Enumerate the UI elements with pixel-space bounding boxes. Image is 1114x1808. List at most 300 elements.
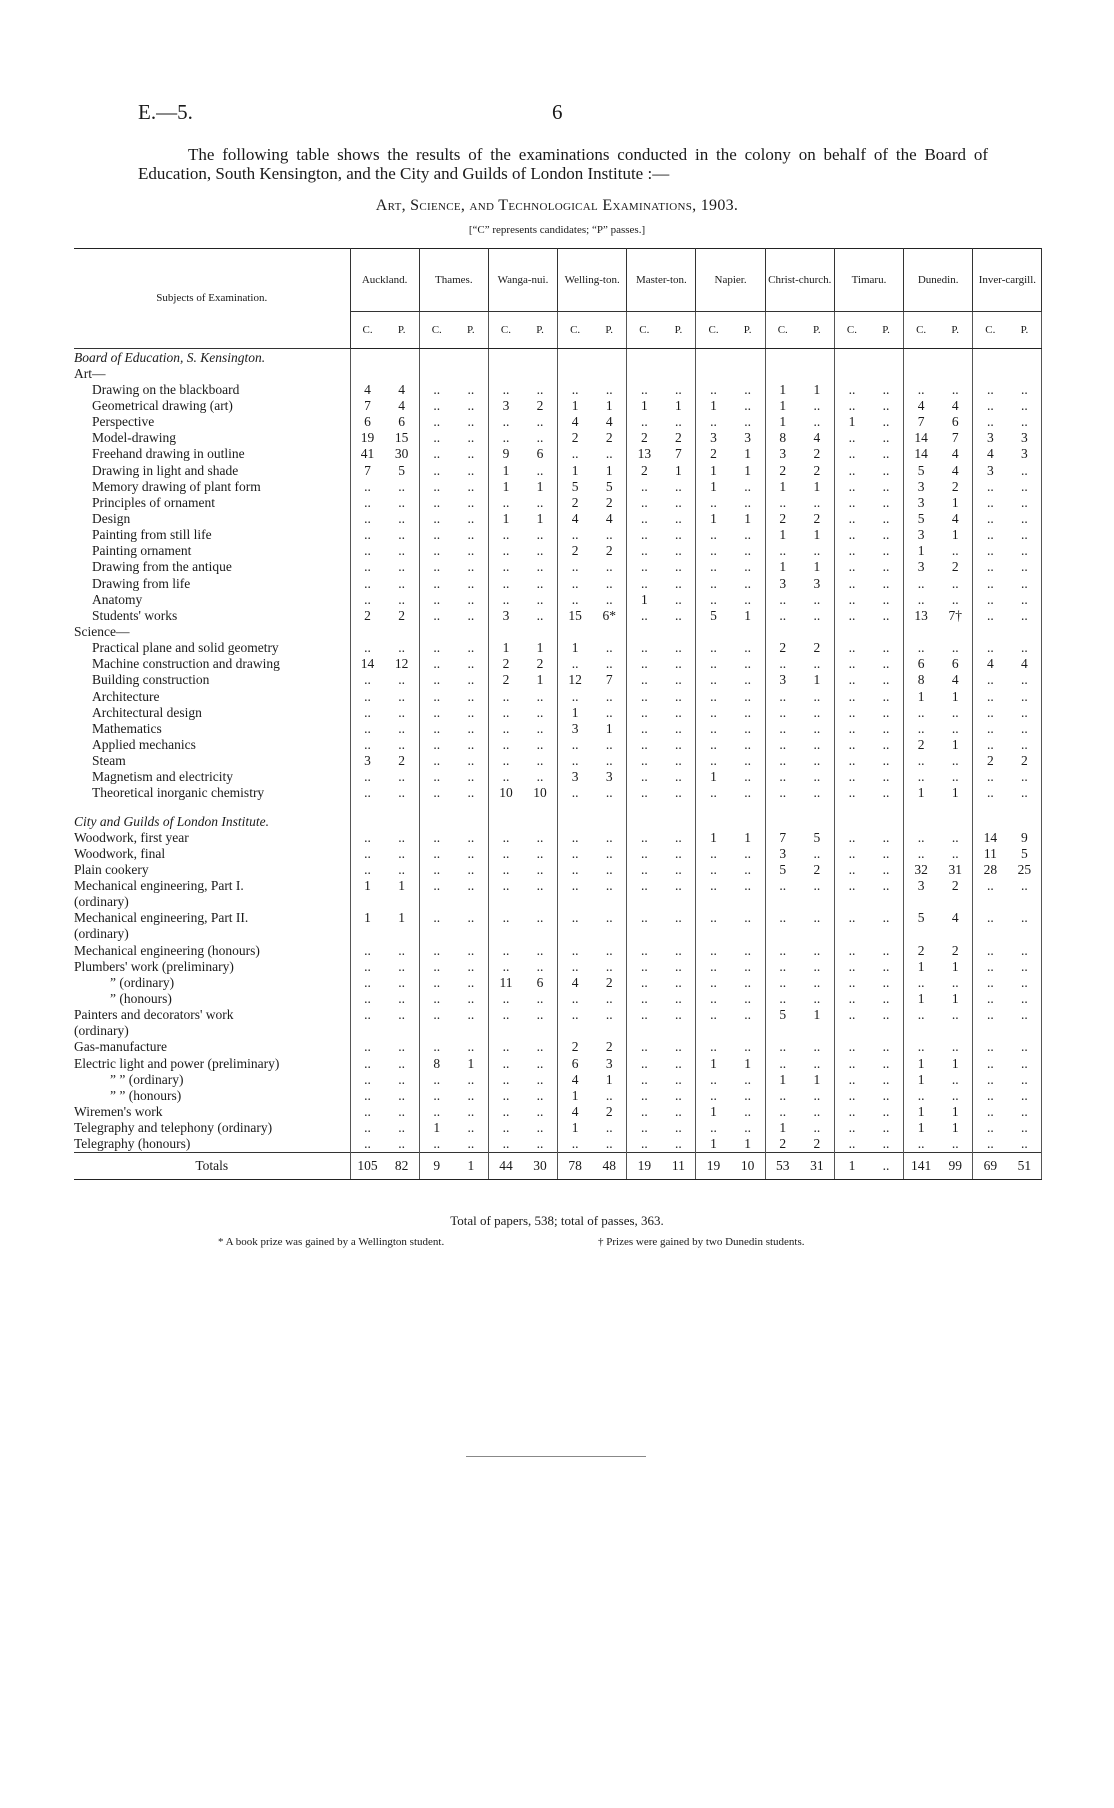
centre-header: Napier. bbox=[696, 249, 765, 312]
candidates-cell: .. bbox=[433, 575, 441, 591]
passes-cell bbox=[938, 623, 973, 639]
candidates-cell: 1 bbox=[364, 910, 371, 926]
passes-cell: .. bbox=[869, 720, 904, 736]
candidates-cell: .. bbox=[364, 640, 371, 656]
passes-cell: 2 bbox=[523, 656, 558, 672]
passes-cell bbox=[938, 813, 973, 829]
passes-cell bbox=[869, 926, 904, 942]
candidates-cell: .. bbox=[779, 720, 787, 736]
passes-cell: .. bbox=[454, 478, 489, 494]
subject-label: Anatomy bbox=[74, 591, 350, 607]
candidates-cell: 6 bbox=[364, 414, 371, 430]
passes-cell: .. bbox=[661, 1103, 696, 1119]
passes-cell: .. bbox=[1007, 414, 1042, 430]
candidates-cell bbox=[350, 926, 385, 942]
passes-cell: .. bbox=[1007, 942, 1042, 958]
passes-cell: .. bbox=[869, 478, 904, 494]
candidates-cell: 14 bbox=[983, 829, 998, 845]
passes-cell: .. bbox=[454, 446, 489, 462]
candidates-cell: .. bbox=[986, 958, 994, 974]
passes-cell: .. bbox=[454, 397, 489, 413]
candidates-cell: .. bbox=[502, 1039, 510, 1055]
passes-cell: .. bbox=[869, 494, 904, 510]
candidates-cell: .. bbox=[433, 736, 441, 752]
candidates-cell: .. bbox=[640, 1071, 648, 1087]
candidates-cell: .. bbox=[986, 974, 994, 990]
candidates-cell: .. bbox=[848, 430, 856, 446]
passes-cell: .. bbox=[1007, 397, 1042, 413]
candidates-cell: 3 bbox=[917, 494, 925, 510]
candidates-cell: .. bbox=[710, 559, 717, 575]
passes-cell bbox=[800, 1023, 835, 1039]
candidates-cell: .. bbox=[364, 942, 371, 958]
candidates-cell: .. bbox=[364, 543, 371, 559]
candidates-cell: .. bbox=[710, 785, 717, 801]
passes-cell: .. bbox=[1007, 591, 1042, 607]
passes-subheader: P. bbox=[454, 312, 489, 349]
passes-cell: .. bbox=[661, 1007, 696, 1023]
candidates-cell: .. bbox=[710, 704, 717, 720]
passes-cell: .. bbox=[731, 704, 766, 720]
passes-cell: .. bbox=[869, 785, 904, 801]
candidates-cell: 2 bbox=[779, 510, 787, 526]
candidates-cell: .. bbox=[364, 958, 371, 974]
passes-cell: 1 bbox=[385, 910, 420, 926]
candidates-cell: .. bbox=[433, 478, 441, 494]
candidates-cell: 7 bbox=[364, 462, 371, 478]
passes-cell bbox=[523, 349, 558, 366]
table-row bbox=[74, 1055, 1042, 1071]
total-cell: 78 bbox=[558, 1152, 593, 1179]
candidates-cell: .. bbox=[640, 414, 648, 430]
table-row bbox=[74, 974, 1042, 990]
candidates-cell: 1 bbox=[502, 462, 510, 478]
passes-cell: .. bbox=[454, 510, 489, 526]
passes-cell: 5 bbox=[385, 462, 420, 478]
passes-cell bbox=[731, 349, 766, 366]
candidates-cell bbox=[973, 926, 1008, 942]
candidates-cell: 13 bbox=[637, 446, 652, 462]
total-cell: 105 bbox=[350, 1152, 385, 1179]
passes-cell: .. bbox=[731, 785, 766, 801]
passes-cell: .. bbox=[731, 769, 766, 785]
candidates-cell: 1 bbox=[640, 591, 648, 607]
candidates-cell: 19 bbox=[360, 430, 375, 446]
candidates-cell: 12 bbox=[568, 672, 582, 688]
passes-cell: .. bbox=[385, 720, 420, 736]
passes-cell: .. bbox=[869, 1120, 904, 1136]
candidates-cell: .. bbox=[433, 878, 441, 894]
candidates-cell: 3 bbox=[364, 753, 371, 769]
passes-cell: .. bbox=[938, 591, 973, 607]
passes-cell: .. bbox=[869, 688, 904, 704]
passes-cell: 1 bbox=[592, 462, 627, 478]
passes-cell: .. bbox=[592, 591, 627, 607]
candidates-cell: .. bbox=[364, 591, 371, 607]
passes-cell: .. bbox=[800, 720, 835, 736]
candidates-cell: .. bbox=[848, 845, 856, 861]
passes-cell: 4 bbox=[938, 446, 973, 462]
candidates-cell: .. bbox=[779, 494, 787, 510]
candidates-cell: 1 bbox=[571, 640, 579, 656]
candidates-cell: .. bbox=[779, 974, 787, 990]
candidates-cell: 11 bbox=[499, 974, 513, 990]
passes-cell bbox=[938, 894, 973, 910]
candidates-cell bbox=[558, 1023, 593, 1039]
table-row bbox=[74, 607, 1042, 623]
table-row bbox=[74, 591, 1042, 607]
passes-cell: .. bbox=[592, 688, 627, 704]
candidates-cell: .. bbox=[571, 591, 579, 607]
candidates-cell: .. bbox=[364, 1039, 371, 1055]
passes-cell: .. bbox=[1007, 575, 1042, 591]
candidates-cell: .. bbox=[640, 1120, 648, 1136]
centre-header: Master-ton. bbox=[627, 249, 696, 312]
candidates-cell bbox=[696, 1023, 731, 1039]
candidates-cell bbox=[696, 813, 731, 829]
passes-cell bbox=[661, 813, 696, 829]
passes-cell: 2 bbox=[938, 942, 973, 958]
passes-cell: .. bbox=[385, 958, 420, 974]
candidates-cell: 2 bbox=[364, 607, 371, 623]
candidates-cell: 3 bbox=[917, 878, 925, 894]
candidates-cell: 3 bbox=[779, 575, 787, 591]
candidates-cell: .. bbox=[640, 575, 648, 591]
passes-cell: .. bbox=[661, 829, 696, 845]
candidates-cell: 11 bbox=[983, 845, 997, 861]
candidates-cell: 14 bbox=[914, 446, 928, 462]
candidates-cell: .. bbox=[710, 494, 717, 510]
passes-cell bbox=[1007, 365, 1042, 381]
candidates-cell bbox=[834, 349, 869, 366]
passes-cell: .. bbox=[523, 958, 558, 974]
candidates-cell bbox=[765, 365, 800, 381]
passes-cell bbox=[661, 926, 696, 942]
passes-cell: 2 bbox=[938, 559, 973, 575]
candidates-cell: .. bbox=[640, 672, 648, 688]
candidates-cell: 4 bbox=[571, 1104, 579, 1120]
passes-cell bbox=[731, 801, 766, 813]
candidates-subheader: C. bbox=[973, 312, 1008, 349]
subject-label: Applied mechanics bbox=[74, 736, 350, 752]
passes-cell: .. bbox=[800, 656, 835, 672]
passes-cell: .. bbox=[661, 478, 696, 494]
candidates-cell: .. bbox=[571, 861, 579, 877]
passes-cell: .. bbox=[800, 753, 835, 769]
candidates-cell: 6 bbox=[917, 656, 925, 672]
candidates-cell: 2 bbox=[779, 640, 787, 656]
candidates-cell: .. bbox=[364, 478, 371, 494]
candidates-cell: .. bbox=[848, 1071, 856, 1087]
passes-cell: .. bbox=[454, 381, 489, 397]
candidates-cell: .. bbox=[502, 527, 510, 543]
table-row bbox=[74, 736, 1042, 752]
candidates-cell: 3 bbox=[571, 769, 579, 785]
table-row bbox=[74, 510, 1042, 526]
candidates-cell: .. bbox=[986, 785, 994, 801]
passes-cell: 1 bbox=[800, 672, 835, 688]
candidates-cell: .. bbox=[502, 1007, 510, 1023]
candidates-cell: .. bbox=[433, 1007, 441, 1023]
candidates-cell: .. bbox=[433, 1087, 441, 1103]
passes-cell: .. bbox=[938, 974, 973, 990]
candidates-cell: .. bbox=[986, 510, 994, 526]
passes-cell: 1 bbox=[731, 446, 766, 462]
candidates-cell: .. bbox=[640, 845, 648, 861]
candidates-subheader: C. bbox=[834, 312, 869, 349]
candidates-cell bbox=[904, 349, 939, 366]
candidates-cell: .. bbox=[986, 1087, 994, 1103]
candidates-cell: 1 bbox=[710, 478, 717, 494]
candidates-cell bbox=[834, 894, 869, 910]
passes-cell: .. bbox=[661, 1120, 696, 1136]
passes-cell bbox=[454, 801, 489, 813]
candidates-cell: .. bbox=[364, 845, 371, 861]
candidates-cell bbox=[765, 801, 800, 813]
passes-cell: .. bbox=[454, 769, 489, 785]
candidates-cell bbox=[904, 365, 939, 381]
candidates-cell: 7 bbox=[364, 397, 371, 413]
total-cell: 82 bbox=[385, 1152, 420, 1179]
passes-subheader: P. bbox=[661, 312, 696, 349]
passes-cell: 2 bbox=[592, 494, 627, 510]
passes-cell: .. bbox=[731, 720, 766, 736]
candidates-cell: 5 bbox=[917, 910, 925, 926]
passes-cell: .. bbox=[1007, 640, 1042, 656]
candidates-cell: .. bbox=[848, 974, 856, 990]
candidates-cell: .. bbox=[779, 991, 787, 1007]
total-cell: 19 bbox=[696, 1152, 731, 1179]
subject-label: Architectural design bbox=[74, 704, 350, 720]
candidates-cell bbox=[696, 894, 731, 910]
candidates-cell: 1 bbox=[917, 1104, 925, 1120]
candidates-cell: .. bbox=[779, 736, 787, 752]
passes-cell: .. bbox=[1007, 720, 1042, 736]
passes-cell: .. bbox=[523, 942, 558, 958]
passes-cell: 1 bbox=[938, 958, 973, 974]
subject-label: Board of Education, S. Kensington. bbox=[74, 349, 350, 366]
subject-label: ” ” (honours) bbox=[74, 1087, 350, 1103]
subject-label: Woodwork, first year bbox=[74, 829, 350, 845]
passes-cell: .. bbox=[1007, 958, 1042, 974]
candidates-cell: .. bbox=[917, 1087, 925, 1103]
passes-cell: .. bbox=[592, 910, 627, 926]
passes-cell: .. bbox=[661, 510, 696, 526]
passes-cell: .. bbox=[869, 1039, 904, 1055]
candidates-cell: .. bbox=[779, 753, 787, 769]
candidates-cell: 1 bbox=[779, 1120, 787, 1136]
passes-cell: 1 bbox=[661, 462, 696, 478]
passes-cell: .. bbox=[869, 543, 904, 559]
passes-cell: .. bbox=[385, 861, 420, 877]
candidates-cell: .. bbox=[640, 688, 648, 704]
candidates-cell bbox=[419, 813, 454, 829]
passes-cell: .. bbox=[454, 704, 489, 720]
passes-cell: .. bbox=[454, 736, 489, 752]
subject-label: City and Guilds of London Institute. bbox=[74, 813, 350, 829]
candidates-cell: .. bbox=[364, 974, 371, 990]
candidates-cell: .. bbox=[710, 640, 717, 656]
passes-cell: .. bbox=[454, 591, 489, 607]
passes-cell: .. bbox=[731, 640, 766, 656]
table-row bbox=[74, 813, 1042, 829]
passes-cell: .. bbox=[1007, 736, 1042, 752]
subject-label: Drawing in light and shade bbox=[74, 462, 350, 478]
candidates-cell: .. bbox=[640, 1055, 648, 1071]
candidates-cell: 1 bbox=[779, 559, 787, 575]
passes-cell: 1 bbox=[938, 494, 973, 510]
candidates-cell: .. bbox=[571, 736, 579, 752]
passes-subheader: P. bbox=[800, 312, 835, 349]
candidates-cell: .. bbox=[640, 958, 648, 974]
candidates-cell: .. bbox=[502, 1136, 510, 1152]
table-row bbox=[74, 753, 1042, 769]
passes-cell bbox=[661, 1023, 696, 1039]
candidates-cell: .. bbox=[640, 1087, 648, 1103]
candidates-cell: 2 bbox=[779, 462, 787, 478]
passes-cell: 7 bbox=[661, 446, 696, 462]
passes-cell bbox=[661, 365, 696, 381]
candidates-cell: .. bbox=[710, 753, 717, 769]
passes-cell bbox=[454, 623, 489, 639]
subject-label: Building construction bbox=[74, 672, 350, 688]
candidates-cell bbox=[419, 349, 454, 366]
subject-label: (ordinary) bbox=[74, 926, 350, 942]
candidates-cell: 2 bbox=[710, 446, 717, 462]
candidates-cell: .. bbox=[917, 974, 925, 990]
candidates-cell: .. bbox=[710, 958, 717, 974]
candidates-cell bbox=[904, 894, 939, 910]
candidates-cell: .. bbox=[917, 381, 925, 397]
passes-cell: .. bbox=[800, 942, 835, 958]
passes-cell: .. bbox=[592, 640, 627, 656]
candidates-cell: .. bbox=[779, 785, 787, 801]
passes-cell: .. bbox=[523, 769, 558, 785]
passes-cell: .. bbox=[385, 785, 420, 801]
candidates-cell: .. bbox=[433, 397, 441, 413]
passes-cell: 1 bbox=[592, 720, 627, 736]
table-row bbox=[74, 894, 1042, 910]
passes-cell bbox=[454, 1023, 489, 1039]
candidates-cell: .. bbox=[986, 878, 994, 894]
candidates-cell: .. bbox=[364, 1104, 371, 1120]
passes-cell: .. bbox=[385, 1039, 420, 1055]
passes-cell: .. bbox=[869, 958, 904, 974]
passes-cell: .. bbox=[523, 1136, 558, 1153]
candidates-cell: 8 bbox=[779, 430, 787, 446]
candidates-cell: .. bbox=[571, 991, 579, 1007]
passes-cell bbox=[1007, 623, 1042, 639]
candidates-cell: 1 bbox=[917, 1071, 925, 1087]
passes-cell: .. bbox=[454, 688, 489, 704]
candidates-cell bbox=[488, 813, 523, 829]
subject-label: Mathematics bbox=[74, 720, 350, 736]
passes-cell: .. bbox=[800, 1120, 835, 1136]
passes-cell: .. bbox=[661, 414, 696, 430]
passes-cell: .. bbox=[661, 753, 696, 769]
candidates-cell bbox=[765, 349, 800, 366]
subject-label: Machine construction and drawing bbox=[74, 656, 350, 672]
table-row bbox=[74, 688, 1042, 704]
total-cell: 48 bbox=[592, 1152, 627, 1179]
candidates-cell: .. bbox=[571, 527, 579, 543]
passes-cell: .. bbox=[1007, 559, 1042, 575]
passes-cell: .. bbox=[1007, 1103, 1042, 1119]
candidates-cell: .. bbox=[502, 861, 510, 877]
table-row bbox=[74, 462, 1042, 478]
passes-cell: .. bbox=[661, 769, 696, 785]
footnote-book-prize: * A book prize was gained by a Wellington student. bbox=[218, 1236, 445, 1248]
totals-row bbox=[74, 1152, 1042, 1179]
candidates-cell: 1 bbox=[710, 829, 717, 845]
passes-cell: .. bbox=[869, 753, 904, 769]
candidates-cell bbox=[558, 894, 593, 910]
passes-cell: .. bbox=[523, 462, 558, 478]
passes-cell: .. bbox=[523, 878, 558, 894]
table-row bbox=[74, 381, 1042, 397]
candidates-cell: .. bbox=[433, 591, 441, 607]
passes-cell: .. bbox=[938, 1087, 973, 1103]
passes-cell bbox=[523, 1023, 558, 1039]
passes-cell: 1 bbox=[938, 785, 973, 801]
candidates-cell bbox=[488, 349, 523, 366]
candidates-cell: 2 bbox=[571, 543, 579, 559]
passes-cell: .. bbox=[1007, 1007, 1042, 1023]
candidates-cell: .. bbox=[433, 640, 441, 656]
candidates-cell: .. bbox=[433, 785, 441, 801]
candidates-cell: 41 bbox=[360, 446, 375, 462]
passes-cell: 4 bbox=[592, 414, 627, 430]
passes-cell: 2 bbox=[800, 446, 835, 462]
candidates-cell: .. bbox=[917, 640, 925, 656]
passes-cell: .. bbox=[1007, 510, 1042, 526]
candidates-subheader: C. bbox=[904, 312, 939, 349]
candidates-cell: .. bbox=[364, 1136, 371, 1152]
candidates-cell: .. bbox=[986, 942, 994, 958]
passes-cell: 1 bbox=[523, 478, 558, 494]
subject-label: ” ” (ordinary) bbox=[74, 1071, 350, 1087]
candidates-cell: .. bbox=[364, 769, 371, 785]
passes-cell: .. bbox=[1007, 381, 1042, 397]
candidates-cell: .. bbox=[571, 381, 579, 397]
candidates-cell: 2 bbox=[502, 656, 510, 672]
candidates-cell: .. bbox=[710, 1120, 717, 1136]
passes-cell: 2 bbox=[1007, 753, 1042, 769]
passes-cell bbox=[592, 926, 627, 942]
passes-cell: .. bbox=[869, 1055, 904, 1071]
passes-cell: .. bbox=[800, 543, 835, 559]
candidates-cell bbox=[904, 623, 939, 639]
passes-cell: .. bbox=[661, 1071, 696, 1087]
candidates-cell: 1 bbox=[710, 462, 717, 478]
total-cell: 11 bbox=[661, 1152, 696, 1179]
passes-cell: .. bbox=[1007, 672, 1042, 688]
candidates-cell bbox=[627, 926, 662, 942]
candidates-cell: 3 bbox=[502, 397, 510, 413]
candidates-cell: .. bbox=[502, 736, 510, 752]
table-row bbox=[74, 397, 1042, 413]
passes-cell: .. bbox=[523, 381, 558, 397]
passes-cell: .. bbox=[869, 462, 904, 478]
subject-label: Electric light and power (preliminary) bbox=[74, 1055, 350, 1071]
passes-cell bbox=[869, 623, 904, 639]
candidates-cell: .. bbox=[710, 845, 717, 861]
examination-results-table-wrapper bbox=[74, 248, 1042, 1180]
passes-cell: .. bbox=[454, 845, 489, 861]
passes-cell: .. bbox=[454, 607, 489, 623]
passes-cell: .. bbox=[385, 1136, 420, 1153]
candidates-cell: .. bbox=[779, 543, 787, 559]
